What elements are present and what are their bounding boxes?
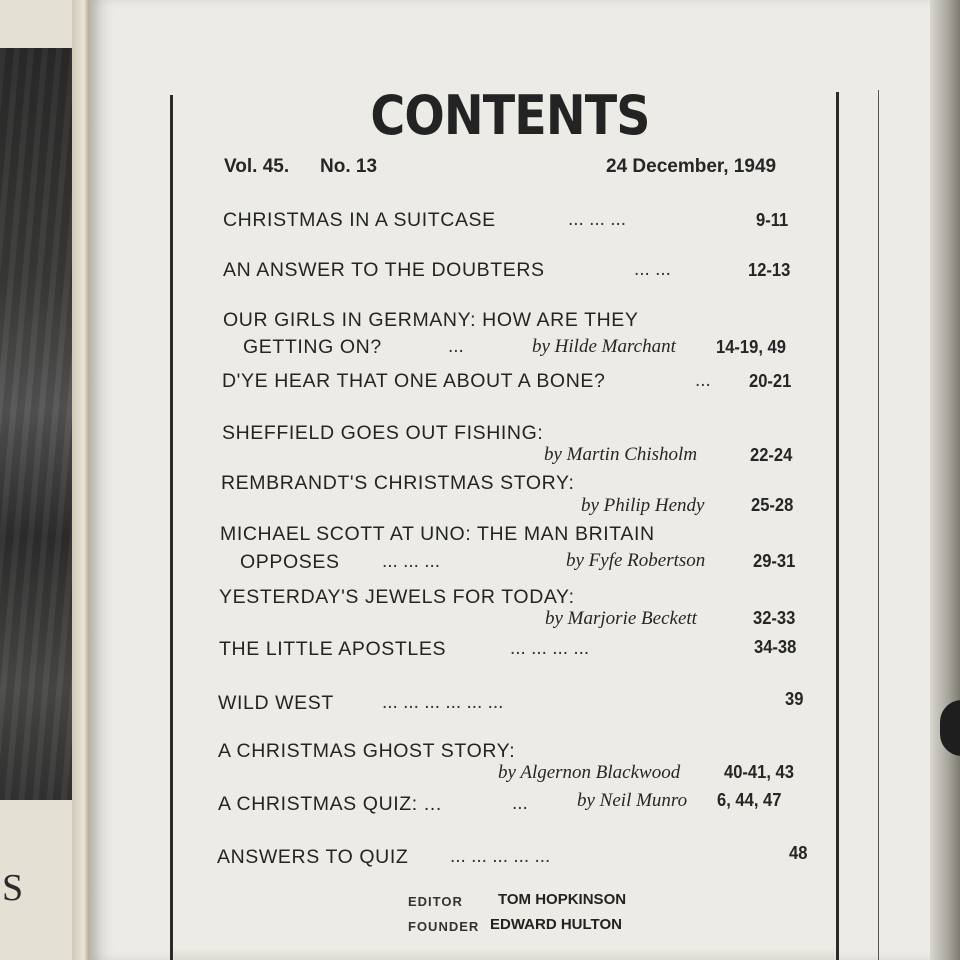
entry-pages: 25-28 [751, 495, 794, 515]
entry-author: by Martin Chisholm [544, 444, 698, 465]
facing-page-photo [0, 48, 72, 800]
entry-title: OUR GIRLS IN GERMANY: HOW ARE THEY [223, 309, 639, 331]
entry-title: A CHRISTMAS QUIZ: ... [218, 793, 442, 815]
entry-title: REMBRANDT'S CHRISTMAS STORY: [221, 472, 575, 494]
entry-pages: 48 [789, 843, 808, 863]
entry-author: by Fyfe Robertson [566, 550, 706, 571]
entry-leader-dots: ... ... [634, 259, 671, 280]
issue-number: No. 13 [320, 156, 378, 177]
founder-label: FOUNDER [408, 919, 480, 934]
entry-title: CHRISTMAS IN A SUITCASE [223, 209, 496, 231]
entry-author: by Neil Munro [577, 790, 688, 811]
editor-label: EDITOR [408, 894, 463, 909]
entry-title: ANSWERS TO QUIZ [217, 846, 409, 868]
founder-name: EDWARD HULTON [490, 916, 622, 933]
entry-title: SHEFFIELD GOES OUT FISHING: [222, 422, 544, 444]
page-bottom-edge [174, 948, 834, 960]
entry-title: D'YE HEAR THAT ONE ABOUT A BONE? [222, 370, 606, 392]
entry-pages: 9-11 [756, 210, 789, 230]
entry-pages: 34-38 [754, 637, 797, 657]
entry-title: A CHRISTMAS GHOST STORY: [218, 740, 516, 762]
entry-title: AN ANSWER TO THE DOUBTERS [223, 259, 545, 281]
right-column-rule [836, 92, 839, 960]
entry-pages: 22-24 [750, 445, 793, 465]
entry-leader-dots: ... ... ... ... ... [450, 846, 551, 867]
entry-pages: 29-31 [753, 551, 796, 571]
entry-pages: 40-41, 43 [724, 762, 794, 782]
entry-title: MICHAEL SCOTT AT UNO: THE MAN BRITAIN [220, 523, 655, 545]
entry-leader-dots: ... ... ... [382, 551, 441, 572]
entry-title: THE LITTLE APOSTLES [219, 638, 447, 660]
page-title: CONTENTS [370, 84, 650, 147]
entry-leader-dots: ... ... ... ... ... ... [382, 692, 504, 713]
entry-author: by Philip Hendy [581, 495, 705, 516]
next-page-edge [930, 0, 960, 960]
entry-author: by Hilde Marchant [532, 336, 676, 357]
entry-pages: 6, 44, 47 [717, 790, 782, 810]
facing-page-letter: S [2, 867, 24, 909]
entry-pages: 20-21 [749, 371, 792, 391]
entry-title-continued: GETTING ON? [243, 336, 382, 358]
entry-pages: 12-13 [748, 260, 791, 280]
entry-leader-dots: ... ... ... ... [510, 638, 590, 659]
entry-author: by Marjorie Beckett [545, 608, 697, 629]
entry-leader-dots: ... ... ... [568, 209, 627, 230]
entry-title-continued: OPPOSES [240, 551, 340, 573]
entry-leader-dots: ... [448, 336, 464, 357]
entry-author: by Algernon Blackwood [498, 762, 681, 783]
entry-leader-dots: ... [695, 370, 711, 391]
volume-label: Vol. 45. [224, 156, 290, 177]
issue-date: 24 December, 1949 [606, 156, 777, 177]
outer-rule [878, 90, 879, 960]
entry-title: YESTERDAY'S JEWELS FOR TODAY: [219, 586, 575, 608]
entry-title: WILD WEST [218, 692, 334, 714]
entry-leader-dots: ... [512, 793, 528, 814]
entry-pages: 39 [785, 689, 804, 709]
editor-name: TOM HOPKINSON [498, 891, 627, 908]
left-column-rule [170, 95, 173, 960]
entry-pages: 32-33 [753, 608, 796, 628]
entry-pages: 14-19, 49 [716, 337, 786, 357]
